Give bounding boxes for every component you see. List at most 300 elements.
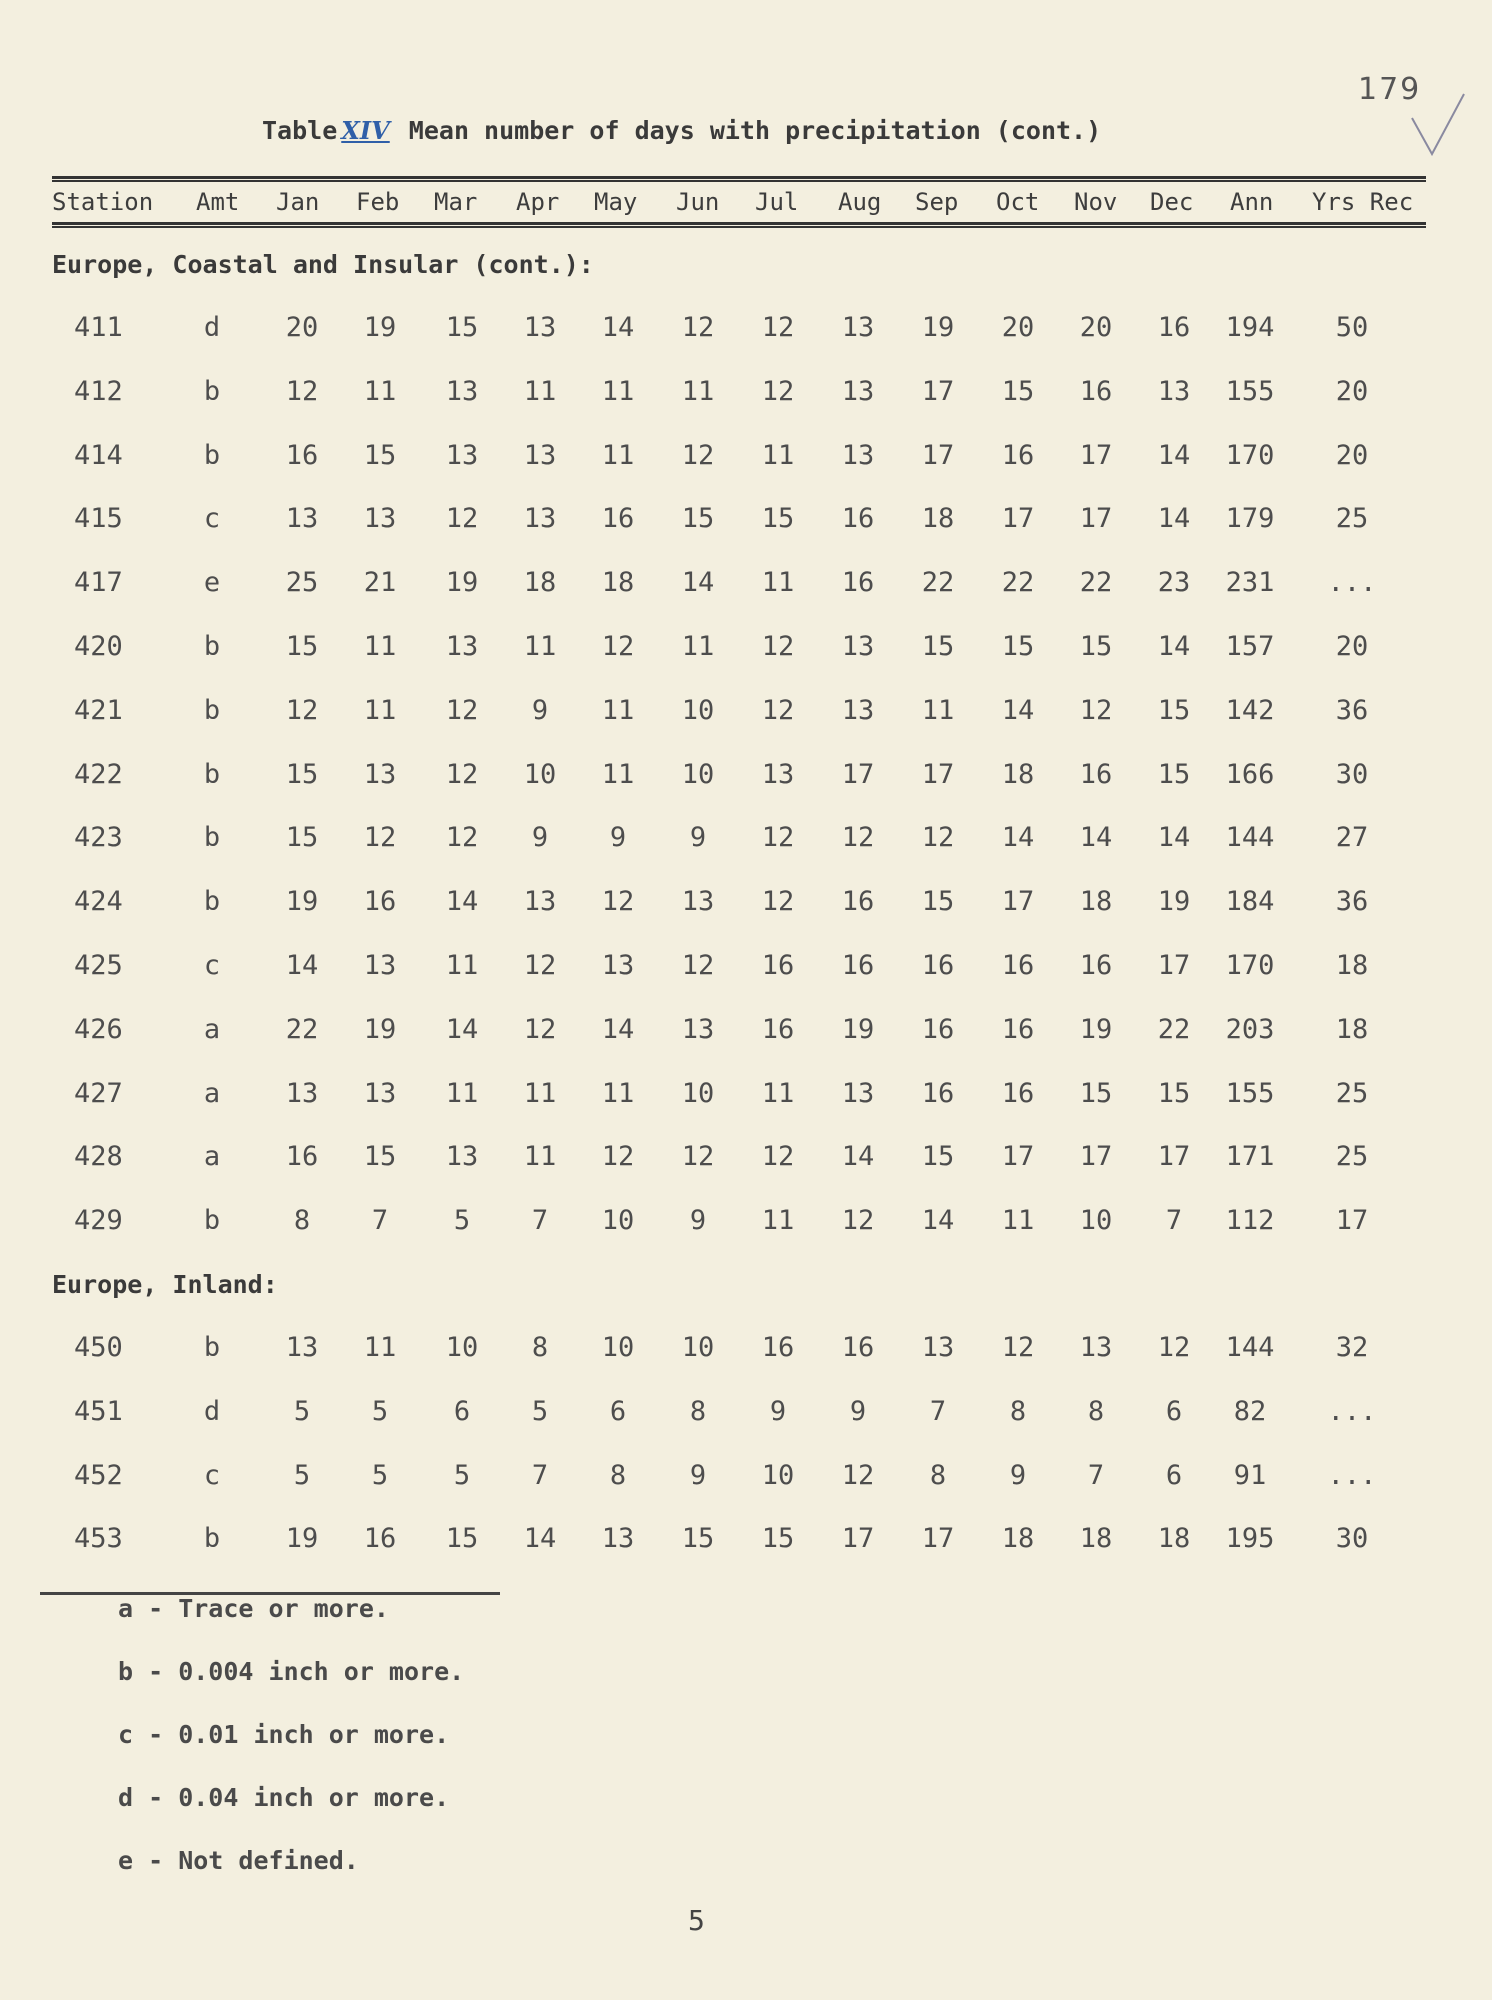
table-cell-mar: 10: [445, 1332, 479, 1363]
table-cell-jan: 13: [285, 503, 319, 535]
table-cell-feb: 7: [371, 1205, 389, 1237]
table-cell-sep: 7: [929, 1395, 947, 1427]
table-cell-yrs-rec: ...: [1327, 567, 1377, 599]
station-id: 452: [74, 1459, 123, 1491]
column-header-jul: Jul: [755, 188, 799, 216]
station-id: 421: [74, 694, 123, 726]
table-cell-jul: 12: [761, 375, 795, 407]
table-cell-may: 16: [601, 503, 635, 535]
table-cell-jan: 13: [285, 1077, 319, 1109]
table-cell-mar: 5: [453, 1205, 471, 1237]
table-cell-nov: 12: [1079, 694, 1113, 726]
table-cell-may: 13: [601, 1523, 635, 1555]
table-cell-mar: 5: [453, 1459, 471, 1491]
table-cell-feb: 11: [363, 694, 397, 726]
table-cell-amt: b: [203, 439, 221, 471]
table-cell-oct: 18: [1001, 758, 1035, 790]
column-header-ann: Ann: [1230, 188, 1274, 216]
table-cell-feb: 19: [363, 312, 397, 343]
table-cell-jun: 13: [681, 886, 715, 918]
table-cell-jul: 15: [761, 1523, 795, 1555]
table-cell-amt: b: [203, 1523, 221, 1555]
table-cell-oct: 14: [1001, 822, 1035, 854]
table-cell-feb: 11: [363, 631, 397, 662]
station-id: 453: [74, 1523, 123, 1555]
table-cell-ann: 91: [1233, 1459, 1267, 1491]
table-cell-aug: 17: [841, 758, 875, 790]
table-cell-sep: 14: [921, 1205, 955, 1237]
table-cell-sep: 15: [921, 1141, 955, 1173]
table-cell-jan: 15: [285, 758, 319, 790]
table-cell-mar: 11: [445, 950, 479, 981]
table-cell-ann: 170: [1225, 439, 1275, 471]
table-cell-dec: 6: [1165, 1395, 1183, 1427]
table-cell-nov: 16: [1079, 758, 1113, 790]
table-cell-feb: 21: [363, 567, 397, 599]
table-cell-oct: 14: [1001, 694, 1035, 726]
station-id: 414: [74, 439, 123, 471]
table-cell-sep: 18: [921, 503, 955, 535]
table-cell-jul: 13: [761, 758, 795, 790]
table-cell-may: 10: [601, 1205, 635, 1237]
table-cell-apr: 13: [523, 312, 557, 343]
table-cell-jun: 10: [681, 758, 715, 790]
column-header-jan: Jan: [276, 188, 320, 216]
table-cell-dec: 18: [1157, 1523, 1191, 1555]
table-cell-sep: 15: [921, 631, 955, 662]
station-id: 425: [74, 950, 123, 981]
table-cell-mar: 12: [445, 822, 479, 854]
column-header-feb: Feb: [356, 188, 400, 216]
table-cell-jan: 12: [285, 694, 319, 726]
table-cell-jan: 25: [285, 567, 319, 599]
table-cell-oct: 9: [1009, 1459, 1027, 1491]
table-cell-apr: 14: [523, 1523, 557, 1555]
header-rule-bottom-inner: [52, 226, 1426, 228]
table-cell-apr: 11: [523, 631, 557, 662]
table-cell-oct: 22: [1001, 567, 1035, 599]
table-cell-jun: 12: [681, 1141, 715, 1173]
table-cell-may: 11: [601, 694, 635, 726]
table-cell-mar: 15: [445, 312, 479, 343]
table-cell-oct: 17: [1001, 503, 1035, 535]
table-cell-apr: 12: [523, 1013, 557, 1045]
table-cell-aug: 16: [841, 950, 875, 981]
table-cell-dec: 15: [1157, 694, 1191, 726]
table-cell-sep: 16: [921, 950, 955, 981]
table-cell-jun: 8: [689, 1395, 707, 1427]
table-cell-aug: 9: [849, 1395, 867, 1427]
table-cell-sep: 17: [921, 375, 955, 407]
table-cell-yrs-rec: 25: [1335, 503, 1369, 535]
table-cell-dec: 22: [1157, 1013, 1191, 1045]
table-cell-jan: 19: [285, 886, 319, 918]
table-cell-ann: 82: [1233, 1395, 1267, 1427]
station-id: 450: [74, 1332, 123, 1363]
table-cell-apr: 12: [523, 950, 557, 981]
station-id: 422: [74, 758, 123, 790]
table-cell-jan: 5: [293, 1459, 311, 1491]
table-cell-yrs-rec: 18: [1335, 950, 1369, 981]
table-cell-amt: a: [203, 1141, 221, 1173]
table-cell-aug: 17: [841, 1523, 875, 1555]
header-rule-bottom: [52, 222, 1426, 225]
table-cell-jan: 8: [293, 1205, 311, 1237]
table-cell-amt: b: [203, 758, 221, 790]
table-cell-jan: 22: [285, 1013, 319, 1045]
column-header-apr: Apr: [516, 188, 560, 216]
table-cell-may: 13: [601, 950, 635, 981]
table-cell-feb: 12: [363, 822, 397, 854]
table-cell-aug: 19: [841, 1013, 875, 1045]
section-heading: Europe, Coastal and Insular (cont.):: [52, 250, 594, 279]
table-cell-amt: a: [203, 1013, 221, 1045]
table-cell-ann: 170: [1225, 950, 1275, 981]
table-cell-jul: 12: [761, 694, 795, 726]
table-cell-apr: 7: [531, 1459, 549, 1491]
header-rule-top-inner: [52, 180, 1426, 182]
table-cell-feb: 15: [363, 439, 397, 471]
table-cell-dec: 13: [1157, 375, 1191, 407]
table-cell-mar: 14: [445, 1013, 479, 1045]
table-cell-feb: 5: [371, 1395, 389, 1427]
table-cell-yrs-rec: ...: [1327, 1459, 1377, 1491]
table-cell-jan: 15: [285, 631, 319, 662]
table-cell-jul: 12: [761, 1141, 795, 1173]
table-cell-dec: 14: [1157, 439, 1191, 471]
table-cell-sep: 16: [921, 1013, 955, 1045]
table-cell-jan: 19: [285, 1523, 319, 1555]
table-cell-dec: 16: [1157, 312, 1191, 343]
table-cell-dec: 15: [1157, 1077, 1191, 1109]
column-header-mar: Mar: [434, 188, 478, 216]
table-cell-jun: 9: [689, 1205, 707, 1237]
table-cell-amt: c: [203, 950, 221, 981]
table-cell-nov: 20: [1079, 312, 1113, 343]
table-cell-may: 8: [609, 1459, 627, 1491]
table-cell-oct: 16: [1001, 439, 1035, 471]
table-cell-feb: 16: [363, 1523, 397, 1555]
column-header-nov: Nov: [1074, 188, 1118, 216]
table-cell-may: 11: [601, 758, 635, 790]
table-cell-mar: 12: [445, 694, 479, 726]
table-cell-jul: 11: [761, 567, 795, 599]
table-cell-dec: 17: [1157, 950, 1191, 981]
table-cell-nov: 15: [1079, 631, 1113, 662]
table-cell-sep: 17: [921, 758, 955, 790]
footnote-c: c - 0.01 inch or more.: [118, 1720, 450, 1749]
table-cell-jan: 16: [285, 1141, 319, 1173]
table-cell-jan: 14: [285, 950, 319, 981]
table-cell-aug: 12: [841, 822, 875, 854]
table-cell-ann: 142: [1225, 694, 1275, 726]
table-cell-nov: 7: [1087, 1459, 1105, 1491]
table-cell-dec: 6: [1165, 1459, 1183, 1491]
table-cell-aug: 13: [841, 694, 875, 726]
table-cell-apr: 10: [523, 758, 557, 790]
table-cell-jan: 16: [285, 439, 319, 471]
table-cell-mar: 11: [445, 1077, 479, 1109]
table-cell-sep: 8: [929, 1459, 947, 1491]
table-cell-sep: 17: [921, 1523, 955, 1555]
table-cell-apr: 9: [531, 694, 549, 726]
table-cell-yrs-rec: 20: [1335, 439, 1369, 471]
table-cell-jul: 15: [761, 503, 795, 535]
table-cell-oct: 17: [1001, 1141, 1035, 1173]
table-cell-aug: 13: [841, 312, 875, 343]
table-cell-aug: 12: [841, 1205, 875, 1237]
table-cell-dec: 23: [1157, 567, 1191, 599]
table-cell-oct: 15: [1001, 631, 1035, 662]
table-cell-dec: 14: [1157, 503, 1191, 535]
table-cell-mar: 13: [445, 439, 479, 471]
table-cell-jun: 14: [681, 567, 715, 599]
table-cell-sep: 15: [921, 886, 955, 918]
station-id: 420: [74, 631, 123, 662]
table-cell-dec: 14: [1157, 631, 1191, 662]
table-cell-jun: 11: [681, 631, 715, 662]
table-cell-nov: 8: [1087, 1395, 1105, 1427]
station-id: 423: [74, 822, 123, 854]
table-cell-ann: 179: [1225, 503, 1275, 535]
table-cell-mar: 12: [445, 503, 479, 535]
table-cell-ann: 166: [1225, 758, 1275, 790]
table-cell-apr: 18: [523, 567, 557, 599]
column-header-amt: Amt: [196, 188, 240, 216]
table-cell-ann: 194: [1225, 312, 1275, 343]
table-cell-apr: 11: [523, 375, 557, 407]
table-cell-aug: 13: [841, 1077, 875, 1109]
table-cell-jun: 9: [689, 822, 707, 854]
table-cell-yrs-rec: 30: [1335, 758, 1369, 790]
table-cell-yrs-rec: 27: [1335, 822, 1369, 854]
table-cell-nov: 16: [1079, 375, 1113, 407]
table-cell-feb: 19: [363, 1013, 397, 1045]
table-cell-ann: 195: [1225, 1523, 1275, 1555]
table-cell-may: 12: [601, 631, 635, 662]
table-cell-mar: 12: [445, 758, 479, 790]
table-cell-ann: 203: [1225, 1013, 1275, 1045]
table-cell-feb: 13: [363, 503, 397, 535]
table-cell-ann: 112: [1225, 1205, 1275, 1237]
table-cell-yrs-rec: 25: [1335, 1077, 1369, 1109]
table-cell-may: 18: [601, 567, 635, 599]
table-cell-feb: 13: [363, 1077, 397, 1109]
column-header-jun: Jun: [676, 188, 720, 216]
table-cell-jul: 11: [761, 1077, 795, 1109]
page-number-corner: 179: [1358, 72, 1422, 107]
table-cell-feb: 13: [363, 950, 397, 981]
table-cell-aug: 14: [841, 1141, 875, 1173]
table-cell-sep: 17: [921, 439, 955, 471]
table-cell-dec: 14: [1157, 822, 1191, 854]
table-cell-amt: b: [203, 822, 221, 854]
table-cell-amt: b: [203, 631, 221, 662]
table-cell-jun: 10: [681, 1077, 715, 1109]
table-cell-yrs-rec: ...: [1327, 1395, 1377, 1427]
column-header-station: Station: [52, 188, 154, 216]
table-cell-nov: 17: [1079, 439, 1113, 471]
table-cell-oct: 15: [1001, 375, 1035, 407]
table-cell-ann: 144: [1225, 822, 1275, 854]
table-cell-amt: b: [203, 1332, 221, 1363]
table-cell-yrs-rec: 32: [1335, 1332, 1369, 1363]
table-cell-feb: 13: [363, 758, 397, 790]
table-cell-jul: 9: [769, 1395, 787, 1427]
table-cell-nov: 17: [1079, 503, 1113, 535]
table-cell-oct: 8: [1009, 1395, 1027, 1427]
page-number: 5: [688, 1904, 705, 1937]
table-cell-amt: b: [203, 375, 221, 407]
station-id: 429: [74, 1205, 123, 1237]
table-cell-jul: 12: [761, 886, 795, 918]
section-heading: Europe, Inland:: [52, 1270, 278, 1299]
table-cell-ann: 157: [1225, 631, 1275, 662]
table-cell-amt: d: [203, 1395, 221, 1427]
table-cell-may: 10: [601, 1332, 635, 1363]
table-cell-amt: e: [203, 567, 221, 599]
table-cell-sep: 13: [921, 1332, 955, 1363]
table-cell-nov: 13: [1079, 1332, 1113, 1363]
table-cell-jul: 12: [761, 822, 795, 854]
table-cell-jun: 13: [681, 1013, 715, 1045]
table-cell-amt: a: [203, 1077, 221, 1109]
table-cell-yrs-rec: 18: [1335, 1013, 1369, 1045]
table-cell-aug: 13: [841, 439, 875, 471]
table-cell-yrs-rec: 20: [1335, 631, 1369, 662]
table-cell-mar: 6: [453, 1395, 471, 1427]
table-cell-sep: 16: [921, 1077, 955, 1109]
table-cell-oct: 20: [1001, 312, 1035, 343]
station-id: 412: [74, 375, 123, 407]
table-cell-jun: 15: [681, 503, 715, 535]
table-cell-ann: 155: [1225, 1077, 1275, 1109]
table-cell-amt: b: [203, 694, 221, 726]
table-cell-yrs-rec: 17: [1335, 1205, 1369, 1237]
footnote-d: d - 0.04 inch or more.: [118, 1783, 450, 1812]
table-cell-yrs-rec: 36: [1335, 886, 1369, 918]
table-cell-oct: 18: [1001, 1523, 1035, 1555]
table-cell-nov: 18: [1079, 1523, 1113, 1555]
table-cell-aug: 12: [841, 1459, 875, 1491]
table-cell-mar: 19: [445, 567, 479, 599]
table-cell-ann: 144: [1225, 1332, 1275, 1363]
table-cell-oct: 16: [1001, 1013, 1035, 1045]
table-cell-jan: 12: [285, 375, 319, 407]
station-id: 428: [74, 1141, 123, 1173]
table-cell-yrs-rec: 25: [1335, 1141, 1369, 1173]
column-header-yrs-rec: Yrs Rec: [1312, 188, 1414, 216]
table-cell-jul: 16: [761, 1013, 795, 1045]
station-id: 426: [74, 1013, 123, 1045]
table-cell-may: 12: [601, 886, 635, 918]
table-cell-nov: 15: [1079, 1077, 1113, 1109]
table-cell-amt: c: [203, 1459, 221, 1491]
table-cell-sep: 19: [921, 312, 955, 343]
table-cell-amt: b: [203, 1205, 221, 1237]
table-cell-jun: 12: [681, 950, 715, 981]
table-cell-aug: 16: [841, 567, 875, 599]
table-cell-mar: 13: [445, 375, 479, 407]
table-cell-jul: 12: [761, 312, 795, 343]
table-cell-sep: 22: [921, 567, 955, 599]
table-cell-apr: 11: [523, 1077, 557, 1109]
table-cell-oct: 16: [1001, 950, 1035, 981]
table-cell-aug: 16: [841, 886, 875, 918]
table-cell-sep: 12: [921, 822, 955, 854]
table-cell-may: 11: [601, 1077, 635, 1109]
table-cell-mar: 13: [445, 1141, 479, 1173]
column-header-oct: Oct: [996, 188, 1040, 216]
station-id: 417: [74, 567, 123, 599]
checkmark-icon: [1408, 90, 1468, 160]
table-cell-aug: 13: [841, 631, 875, 662]
table-numeral: XIV: [341, 116, 390, 145]
table-cell-jul: 10: [761, 1459, 795, 1491]
table-cell-nov: 14: [1079, 822, 1113, 854]
table-cell-apr: 13: [523, 503, 557, 535]
table-cell-feb: 5: [371, 1459, 389, 1491]
station-id: 415: [74, 503, 123, 535]
table-cell-ann: 231: [1225, 567, 1275, 599]
table-cell-apr: 13: [523, 439, 557, 471]
table-cell-oct: 11: [1001, 1205, 1035, 1237]
table-cell-feb: 11: [363, 1332, 397, 1363]
table-cell-nov: 19: [1079, 1013, 1113, 1045]
column-header-aug: Aug: [838, 188, 882, 216]
table-cell-dec: 15: [1157, 758, 1191, 790]
station-id: 424: [74, 886, 123, 918]
table-cell-jul: 11: [761, 439, 795, 471]
table-cell-mar: 13: [445, 631, 479, 662]
table-cell-amt: d: [203, 312, 221, 343]
table-cell-jun: 9: [689, 1459, 707, 1491]
table-cell-nov: 16: [1079, 950, 1113, 981]
table-cell-jan: 20: [285, 312, 319, 343]
table-cell-aug: 13: [841, 375, 875, 407]
table-cell-feb: 15: [363, 1141, 397, 1173]
table-cell-nov: 18: [1079, 886, 1113, 918]
table-cell-ann: 171: [1225, 1141, 1275, 1173]
station-id: 411: [74, 312, 123, 343]
table-cell-nov: 10: [1079, 1205, 1113, 1237]
table-cell-ann: 184: [1225, 886, 1275, 918]
table-cell-may: 11: [601, 439, 635, 471]
table-cell-jun: 15: [681, 1523, 715, 1555]
table-cell-jun: 12: [681, 439, 715, 471]
table-cell-jan: 5: [293, 1395, 311, 1427]
station-id: 451: [74, 1395, 123, 1427]
table-cell-jun: 10: [681, 694, 715, 726]
table-cell-feb: 11: [363, 375, 397, 407]
table-cell-aug: 16: [841, 1332, 875, 1363]
table-cell-apr: 7: [531, 1205, 549, 1237]
table-cell-yrs-rec: 50: [1335, 312, 1369, 343]
table-cell-jul: 12: [761, 631, 795, 662]
table-cell-apr: 13: [523, 886, 557, 918]
table-cell-ann: 155: [1225, 375, 1275, 407]
table-cell-dec: 7: [1165, 1205, 1183, 1237]
table-cell-dec: 12: [1157, 1332, 1191, 1363]
column-header-sep: Sep: [915, 188, 959, 216]
table-cell-jun: 10: [681, 1332, 715, 1363]
table-title: [262, 116, 1101, 145]
table-cell-mar: 15: [445, 1523, 479, 1555]
table-cell-apr: 8: [531, 1332, 549, 1363]
table-cell-apr: 5: [531, 1395, 549, 1427]
table-cell-amt: b: [203, 886, 221, 918]
table-cell-may: 14: [601, 312, 635, 343]
